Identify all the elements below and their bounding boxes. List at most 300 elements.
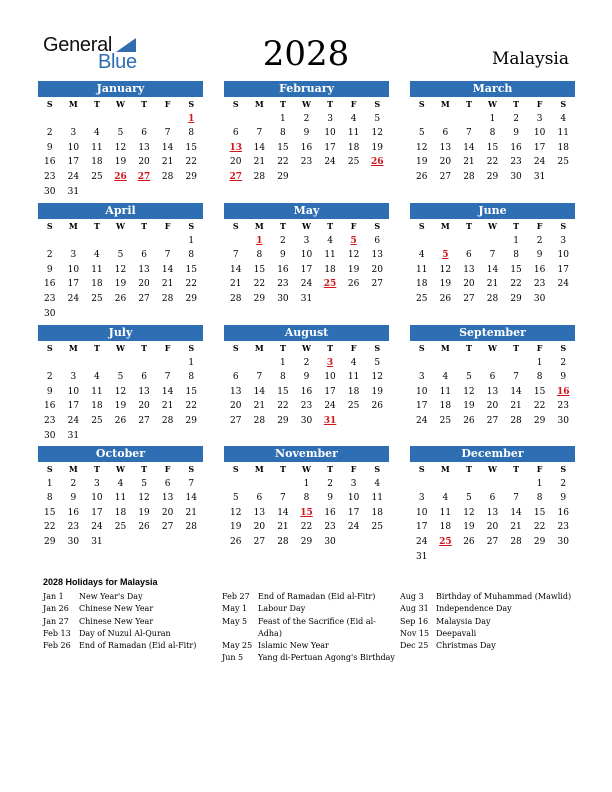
day-cell: 17 bbox=[416, 401, 428, 412]
day-cell: 7 bbox=[164, 128, 171, 139]
day-cell: 24 bbox=[300, 279, 313, 290]
day-cell: 15 bbox=[44, 507, 56, 518]
day-cell: 7 bbox=[466, 128, 472, 139]
day-cell: 16 bbox=[557, 507, 569, 518]
day-cell: 9 bbox=[46, 142, 53, 153]
holiday-date: Nov 15 bbox=[400, 628, 430, 638]
weekday-label: T bbox=[465, 99, 472, 109]
day-cell: 15 bbox=[486, 142, 499, 153]
empty-cell bbox=[132, 535, 156, 550]
day-cell: 29 bbox=[277, 171, 289, 182]
holiday-entry bbox=[400, 640, 576, 652]
day-cell: 25 bbox=[114, 522, 127, 533]
day-cell: 22 bbox=[277, 401, 289, 412]
day-cell: 18 bbox=[347, 386, 360, 397]
weekday-label: S bbox=[418, 343, 425, 353]
weekday-label: S bbox=[374, 99, 381, 109]
weekday-label: M bbox=[68, 464, 78, 474]
day-cell: 27 bbox=[371, 279, 383, 290]
day-cell: 13 bbox=[161, 493, 174, 504]
day-cell: 5 bbox=[418, 128, 425, 139]
day-cell: 7 bbox=[164, 372, 171, 383]
day-cell: 3 bbox=[94, 478, 100, 489]
day-cell: 16 bbox=[510, 142, 522, 153]
day-cell: 6 bbox=[232, 128, 239, 139]
holiday-entry bbox=[222, 652, 398, 664]
holiday-date: Feb 26 bbox=[43, 641, 71, 651]
month-header: April bbox=[38, 203, 203, 219]
day-cell: 26 bbox=[114, 293, 127, 304]
weekday-label: S bbox=[374, 343, 381, 353]
day-cell: 18 bbox=[347, 142, 360, 153]
day-cell: 24 bbox=[533, 157, 546, 168]
day-cell: 18 bbox=[91, 157, 103, 168]
day-cell: 14 bbox=[161, 142, 174, 153]
empty-cell bbox=[434, 112, 458, 127]
empty-cell bbox=[38, 234, 62, 249]
weekday-label: T bbox=[465, 221, 472, 231]
empty-cell bbox=[248, 477, 272, 492]
empty-cell bbox=[224, 234, 248, 249]
day-cell: 13 bbox=[371, 250, 383, 261]
day-cell: 23 bbox=[510, 157, 522, 168]
day-cell: 4 bbox=[94, 128, 100, 139]
day-cell: 24 bbox=[67, 415, 80, 426]
empty-cell bbox=[481, 234, 505, 249]
day-cell: 7 bbox=[489, 250, 496, 261]
day-cell: 28 bbox=[161, 293, 174, 304]
day-cell: 2 bbox=[560, 478, 567, 489]
empty-cell bbox=[156, 307, 180, 322]
empty-cell bbox=[62, 234, 86, 249]
weekday-label: W bbox=[116, 221, 125, 231]
day-cell: 19 bbox=[138, 507, 150, 518]
day-cell: 1 bbox=[46, 478, 53, 489]
empty-cell bbox=[528, 550, 552, 565]
day-cell: 13 bbox=[463, 264, 475, 275]
weekday-label: T bbox=[327, 464, 334, 474]
holiday-name: Feast of the Sacrifice (Eid al-Adha) bbox=[258, 616, 376, 638]
empty-cell bbox=[85, 112, 109, 127]
day-cell: 25 bbox=[91, 415, 103, 426]
day-cell: 14 bbox=[510, 507, 522, 518]
day-cell: 27 bbox=[463, 293, 475, 304]
empty-cell bbox=[410, 112, 434, 127]
empty-cell bbox=[179, 185, 203, 200]
holiday-day-cell: 25 bbox=[439, 536, 452, 547]
day-cell: 21 bbox=[486, 279, 499, 290]
empty-cell bbox=[224, 356, 248, 371]
empty-cell bbox=[85, 356, 109, 371]
month-grid bbox=[38, 219, 203, 321]
weekday-label: S bbox=[374, 464, 381, 474]
empty-cell bbox=[504, 356, 528, 371]
day-cell: 3 bbox=[418, 372, 425, 383]
weekday-label: S bbox=[46, 464, 53, 474]
weekday-label: F bbox=[350, 99, 357, 109]
calendar-year: 2028 bbox=[262, 34, 350, 74]
empty-cell bbox=[132, 429, 156, 444]
holiday-day-cell: 13 bbox=[229, 142, 243, 153]
empty-cell bbox=[457, 356, 481, 371]
holiday-name: Malaysia Day bbox=[436, 616, 491, 626]
holiday-day-cell: 25 bbox=[323, 279, 337, 290]
day-cell: 17 bbox=[347, 507, 360, 518]
day-cell: 7 bbox=[232, 250, 239, 261]
weekday-label: W bbox=[302, 464, 311, 474]
month-march bbox=[410, 81, 575, 185]
empty-cell bbox=[109, 234, 133, 249]
day-cell: 10 bbox=[67, 264, 80, 275]
day-cell: 22 bbox=[533, 522, 546, 533]
day-cell: 7 bbox=[256, 372, 263, 383]
empty-cell bbox=[179, 535, 203, 550]
weekday-label: W bbox=[116, 464, 125, 474]
month-february bbox=[224, 81, 389, 185]
weekday-label: W bbox=[488, 221, 497, 231]
empty-cell bbox=[156, 535, 180, 550]
holiday-date: Feb 27 bbox=[222, 592, 250, 601]
day-cell: 29 bbox=[185, 171, 197, 182]
empty-cell bbox=[85, 307, 109, 322]
day-cell: 12 bbox=[138, 493, 150, 504]
day-cell: 22 bbox=[185, 279, 197, 290]
empty-cell bbox=[457, 234, 481, 249]
month-header: July bbox=[38, 325, 203, 341]
holiday-name: Chinese New Year bbox=[79, 616, 154, 626]
weekday-label: T bbox=[141, 221, 148, 231]
holiday-day-cell: 27 bbox=[137, 171, 151, 182]
holiday-entry bbox=[222, 603, 398, 615]
day-cell: 8 bbox=[303, 493, 310, 504]
holiday-day-cell: 15 bbox=[300, 507, 313, 518]
day-cell: 10 bbox=[416, 507, 428, 518]
holiday-entry bbox=[222, 591, 398, 603]
day-cell: 3 bbox=[536, 113, 543, 124]
day-cell: 29 bbox=[300, 536, 313, 547]
day-cell: 31 bbox=[67, 186, 80, 197]
day-cell: 19 bbox=[463, 401, 475, 412]
day-cell: 8 bbox=[536, 372, 543, 383]
holiday-day-cell: 3 bbox=[326, 357, 334, 368]
holiday-name: Islamic New Year bbox=[258, 641, 329, 651]
day-cell: 27 bbox=[230, 415, 242, 426]
day-cell: 30 bbox=[557, 536, 569, 547]
day-cell: 6 bbox=[442, 128, 449, 139]
day-cell: 3 bbox=[418, 493, 425, 504]
holiday-name: Independence Day bbox=[436, 604, 512, 614]
day-cell: 8 bbox=[280, 372, 286, 383]
day-cell: 24 bbox=[324, 157, 336, 168]
day-cell: 22 bbox=[300, 522, 313, 533]
day-cell: 21 bbox=[463, 157, 475, 168]
day-cell: 18 bbox=[114, 507, 127, 518]
day-cell: 15 bbox=[277, 142, 289, 153]
day-cell: 15 bbox=[277, 386, 289, 397]
day-cell: 27 bbox=[486, 536, 499, 547]
day-cell: 17 bbox=[324, 142, 336, 153]
day-cell: 2 bbox=[280, 235, 286, 246]
day-cell: 5 bbox=[117, 128, 124, 139]
holiday-date: May 1 bbox=[222, 604, 248, 614]
day-cell: 6 bbox=[141, 128, 147, 139]
holiday-name: Birthday of Muhammad (Mawlid) bbox=[436, 592, 572, 601]
day-cell: 22 bbox=[185, 157, 197, 168]
month-header: January bbox=[38, 81, 203, 97]
day-cell: 28 bbox=[277, 536, 289, 547]
weekday-label: S bbox=[232, 464, 239, 474]
day-cell: 24 bbox=[416, 415, 428, 426]
empty-cell bbox=[62, 112, 86, 127]
weekday-label: M bbox=[440, 99, 450, 109]
day-cell: 26 bbox=[230, 536, 242, 547]
day-cell: 21 bbox=[277, 522, 289, 533]
day-cell: 14 bbox=[463, 142, 475, 153]
day-cell: 30 bbox=[44, 186, 56, 197]
day-cell: 3 bbox=[70, 128, 77, 139]
day-cell: 28 bbox=[161, 415, 174, 426]
day-cell: 12 bbox=[416, 142, 428, 153]
month-grid bbox=[410, 97, 575, 185]
day-cell: 2 bbox=[46, 128, 53, 139]
day-cell: 18 bbox=[371, 507, 383, 518]
day-cell: 5 bbox=[117, 250, 124, 261]
day-cell: 28 bbox=[185, 522, 197, 533]
day-cell: 22 bbox=[253, 279, 266, 290]
day-cell: 30 bbox=[300, 415, 313, 426]
weekday-label: S bbox=[560, 99, 567, 109]
month-header: September bbox=[410, 325, 575, 341]
empty-cell bbox=[156, 356, 180, 371]
holiday-day-cell: 1 bbox=[256, 235, 263, 246]
weekday-label: W bbox=[302, 221, 311, 231]
day-cell: 1 bbox=[536, 357, 543, 368]
holiday-name: Yang di-Pertuan Agong's Birthday bbox=[258, 653, 395, 663]
day-cell: 23 bbox=[557, 401, 569, 412]
holiday-day-cell: 5 bbox=[350, 235, 357, 246]
day-cell: 24 bbox=[416, 536, 428, 547]
day-cell: 29 bbox=[277, 415, 289, 426]
weekday-label: S bbox=[188, 221, 195, 231]
weekday-label: S bbox=[418, 221, 425, 231]
month-july bbox=[38, 325, 203, 443]
day-cell: 7 bbox=[256, 128, 263, 139]
day-cell: 6 bbox=[141, 372, 147, 383]
day-cell: 28 bbox=[510, 415, 522, 426]
day-cell: 9 bbox=[46, 386, 53, 397]
day-cell: 26 bbox=[463, 415, 475, 426]
day-cell: 5 bbox=[232, 493, 239, 504]
weekday-label: S bbox=[560, 221, 567, 231]
weekday-label: T bbox=[93, 99, 100, 109]
day-cell: 2 bbox=[327, 478, 333, 489]
day-cell: 5 bbox=[141, 478, 147, 489]
day-cell: 14 bbox=[486, 264, 499, 275]
day-cell: 15 bbox=[253, 264, 266, 275]
day-cell: 23 bbox=[44, 171, 56, 182]
empty-cell bbox=[132, 185, 156, 200]
day-cell: 23 bbox=[277, 279, 289, 290]
empty-cell bbox=[224, 477, 248, 492]
day-cell: 4 bbox=[94, 372, 100, 383]
day-cell: 23 bbox=[300, 401, 313, 412]
month-header: February bbox=[224, 81, 389, 97]
day-cell: 19 bbox=[416, 157, 428, 168]
empty-cell bbox=[132, 112, 156, 127]
day-cell: 16 bbox=[44, 401, 56, 412]
day-cell: 16 bbox=[324, 507, 336, 518]
empty-cell bbox=[179, 307, 203, 322]
day-cell: 22 bbox=[510, 279, 522, 290]
day-cell: 17 bbox=[533, 142, 546, 153]
empty-cell bbox=[457, 550, 481, 565]
holidays-title: 2028 Holidays for Malaysia bbox=[43, 577, 158, 587]
day-cell: 5 bbox=[374, 357, 381, 368]
day-cell: 30 bbox=[324, 536, 336, 547]
empty-cell bbox=[156, 112, 180, 127]
day-cell: 2 bbox=[536, 235, 543, 246]
holiday-column bbox=[43, 591, 219, 652]
brand-name-blue: Blue bbox=[98, 51, 137, 73]
holiday-entry bbox=[222, 640, 398, 652]
day-cell: 9 bbox=[46, 264, 53, 275]
day-cell: 11 bbox=[347, 128, 360, 139]
weekday-label: T bbox=[513, 343, 520, 353]
weekday-label: S bbox=[188, 343, 195, 353]
weekday-label: W bbox=[488, 343, 497, 353]
day-cell: 28 bbox=[230, 293, 242, 304]
weekday-label: F bbox=[164, 464, 171, 474]
day-cell: 26 bbox=[138, 522, 150, 533]
day-cell: 8 bbox=[280, 128, 286, 139]
day-cell: 25 bbox=[347, 401, 360, 412]
day-cell: 30 bbox=[44, 308, 56, 319]
day-cell: 11 bbox=[114, 493, 127, 504]
day-cell: 9 bbox=[303, 128, 310, 139]
month-december bbox=[410, 446, 575, 564]
day-cell: 27 bbox=[253, 536, 266, 547]
day-cell: 20 bbox=[439, 157, 452, 168]
day-cell: 1 bbox=[489, 113, 496, 124]
weekday-label: F bbox=[536, 464, 543, 474]
holiday-date: Aug 3 bbox=[400, 592, 424, 601]
weekday-label: F bbox=[164, 343, 171, 353]
day-cell: 25 bbox=[91, 293, 103, 304]
day-cell: 30 bbox=[277, 293, 289, 304]
holiday-date: May 5 bbox=[222, 616, 248, 626]
day-cell: 26 bbox=[114, 415, 127, 426]
day-cell: 2 bbox=[513, 113, 519, 124]
day-cell: 24 bbox=[67, 171, 80, 182]
month-january bbox=[38, 81, 203, 199]
month-header: November bbox=[224, 446, 389, 462]
day-cell: 10 bbox=[324, 372, 336, 383]
day-cell: 1 bbox=[280, 357, 286, 368]
day-cell: 5 bbox=[374, 113, 381, 124]
month-grid bbox=[38, 462, 203, 550]
day-cell: 17 bbox=[324, 386, 336, 397]
holiday-date: Jun 5 bbox=[222, 653, 244, 663]
day-cell: 30 bbox=[510, 171, 522, 182]
day-cell: 19 bbox=[114, 157, 127, 168]
day-cell: 30 bbox=[533, 293, 546, 304]
day-cell: 12 bbox=[230, 507, 242, 518]
day-cell: 12 bbox=[371, 128, 383, 139]
month-september bbox=[410, 325, 575, 429]
weekday-label: T bbox=[93, 464, 100, 474]
holiday-date: Dec 25 bbox=[400, 641, 429, 651]
month-header: June bbox=[410, 203, 575, 219]
day-cell: 9 bbox=[536, 250, 543, 261]
day-cell: 14 bbox=[185, 493, 197, 504]
day-cell: 16 bbox=[300, 142, 313, 153]
day-cell: 23 bbox=[44, 293, 56, 304]
day-cell: 27 bbox=[138, 293, 150, 304]
day-cell: 14 bbox=[510, 386, 522, 397]
weekday-label: T bbox=[279, 464, 286, 474]
empty-cell bbox=[109, 112, 133, 127]
day-cell: 31 bbox=[91, 536, 103, 547]
empty-cell bbox=[434, 477, 458, 492]
weekday-label: S bbox=[46, 221, 53, 231]
day-cell: 21 bbox=[253, 401, 266, 412]
day-cell: 6 bbox=[466, 250, 472, 261]
empty-cell bbox=[551, 170, 575, 185]
weekday-label: M bbox=[68, 221, 78, 231]
day-cell: 10 bbox=[67, 386, 80, 397]
empty-cell bbox=[504, 550, 528, 565]
empty-cell bbox=[318, 292, 342, 307]
weekday-label: S bbox=[560, 343, 567, 353]
empty-cell bbox=[109, 185, 133, 200]
day-cell: 30 bbox=[44, 430, 56, 441]
holiday-date: Jan 27 bbox=[43, 616, 69, 626]
empty-cell bbox=[62, 356, 86, 371]
day-cell: 26 bbox=[439, 293, 452, 304]
day-cell: 8 bbox=[188, 128, 195, 139]
day-cell: 12 bbox=[439, 264, 452, 275]
month-header: March bbox=[410, 81, 575, 97]
empty-cell bbox=[156, 429, 180, 444]
weekday-label: F bbox=[164, 221, 171, 231]
weekday-label: M bbox=[440, 464, 450, 474]
day-cell: 4 bbox=[350, 113, 357, 124]
weekday-label: S bbox=[232, 99, 239, 109]
day-cell: 14 bbox=[253, 142, 266, 153]
empty-cell bbox=[365, 292, 389, 307]
empty-cell bbox=[434, 234, 458, 249]
day-cell: 15 bbox=[533, 507, 546, 518]
weekday-label: M bbox=[254, 343, 264, 353]
weekday-label: T bbox=[141, 99, 148, 109]
empty-cell bbox=[156, 185, 180, 200]
weekday-label: W bbox=[488, 464, 497, 474]
weekday-label: F bbox=[350, 343, 357, 353]
day-cell: 9 bbox=[560, 493, 567, 504]
day-cell: 12 bbox=[347, 250, 360, 261]
empty-cell bbox=[85, 429, 109, 444]
day-cell: 19 bbox=[439, 279, 452, 290]
month-october bbox=[38, 446, 203, 550]
day-cell: 20 bbox=[138, 279, 150, 290]
weekday-label: S bbox=[188, 464, 195, 474]
empty-cell bbox=[481, 356, 505, 371]
day-cell: 23 bbox=[533, 279, 546, 290]
holiday-entry bbox=[400, 616, 576, 628]
day-cell: 7 bbox=[164, 250, 171, 261]
day-cell: 28 bbox=[253, 171, 266, 182]
day-cell: 12 bbox=[114, 264, 127, 275]
